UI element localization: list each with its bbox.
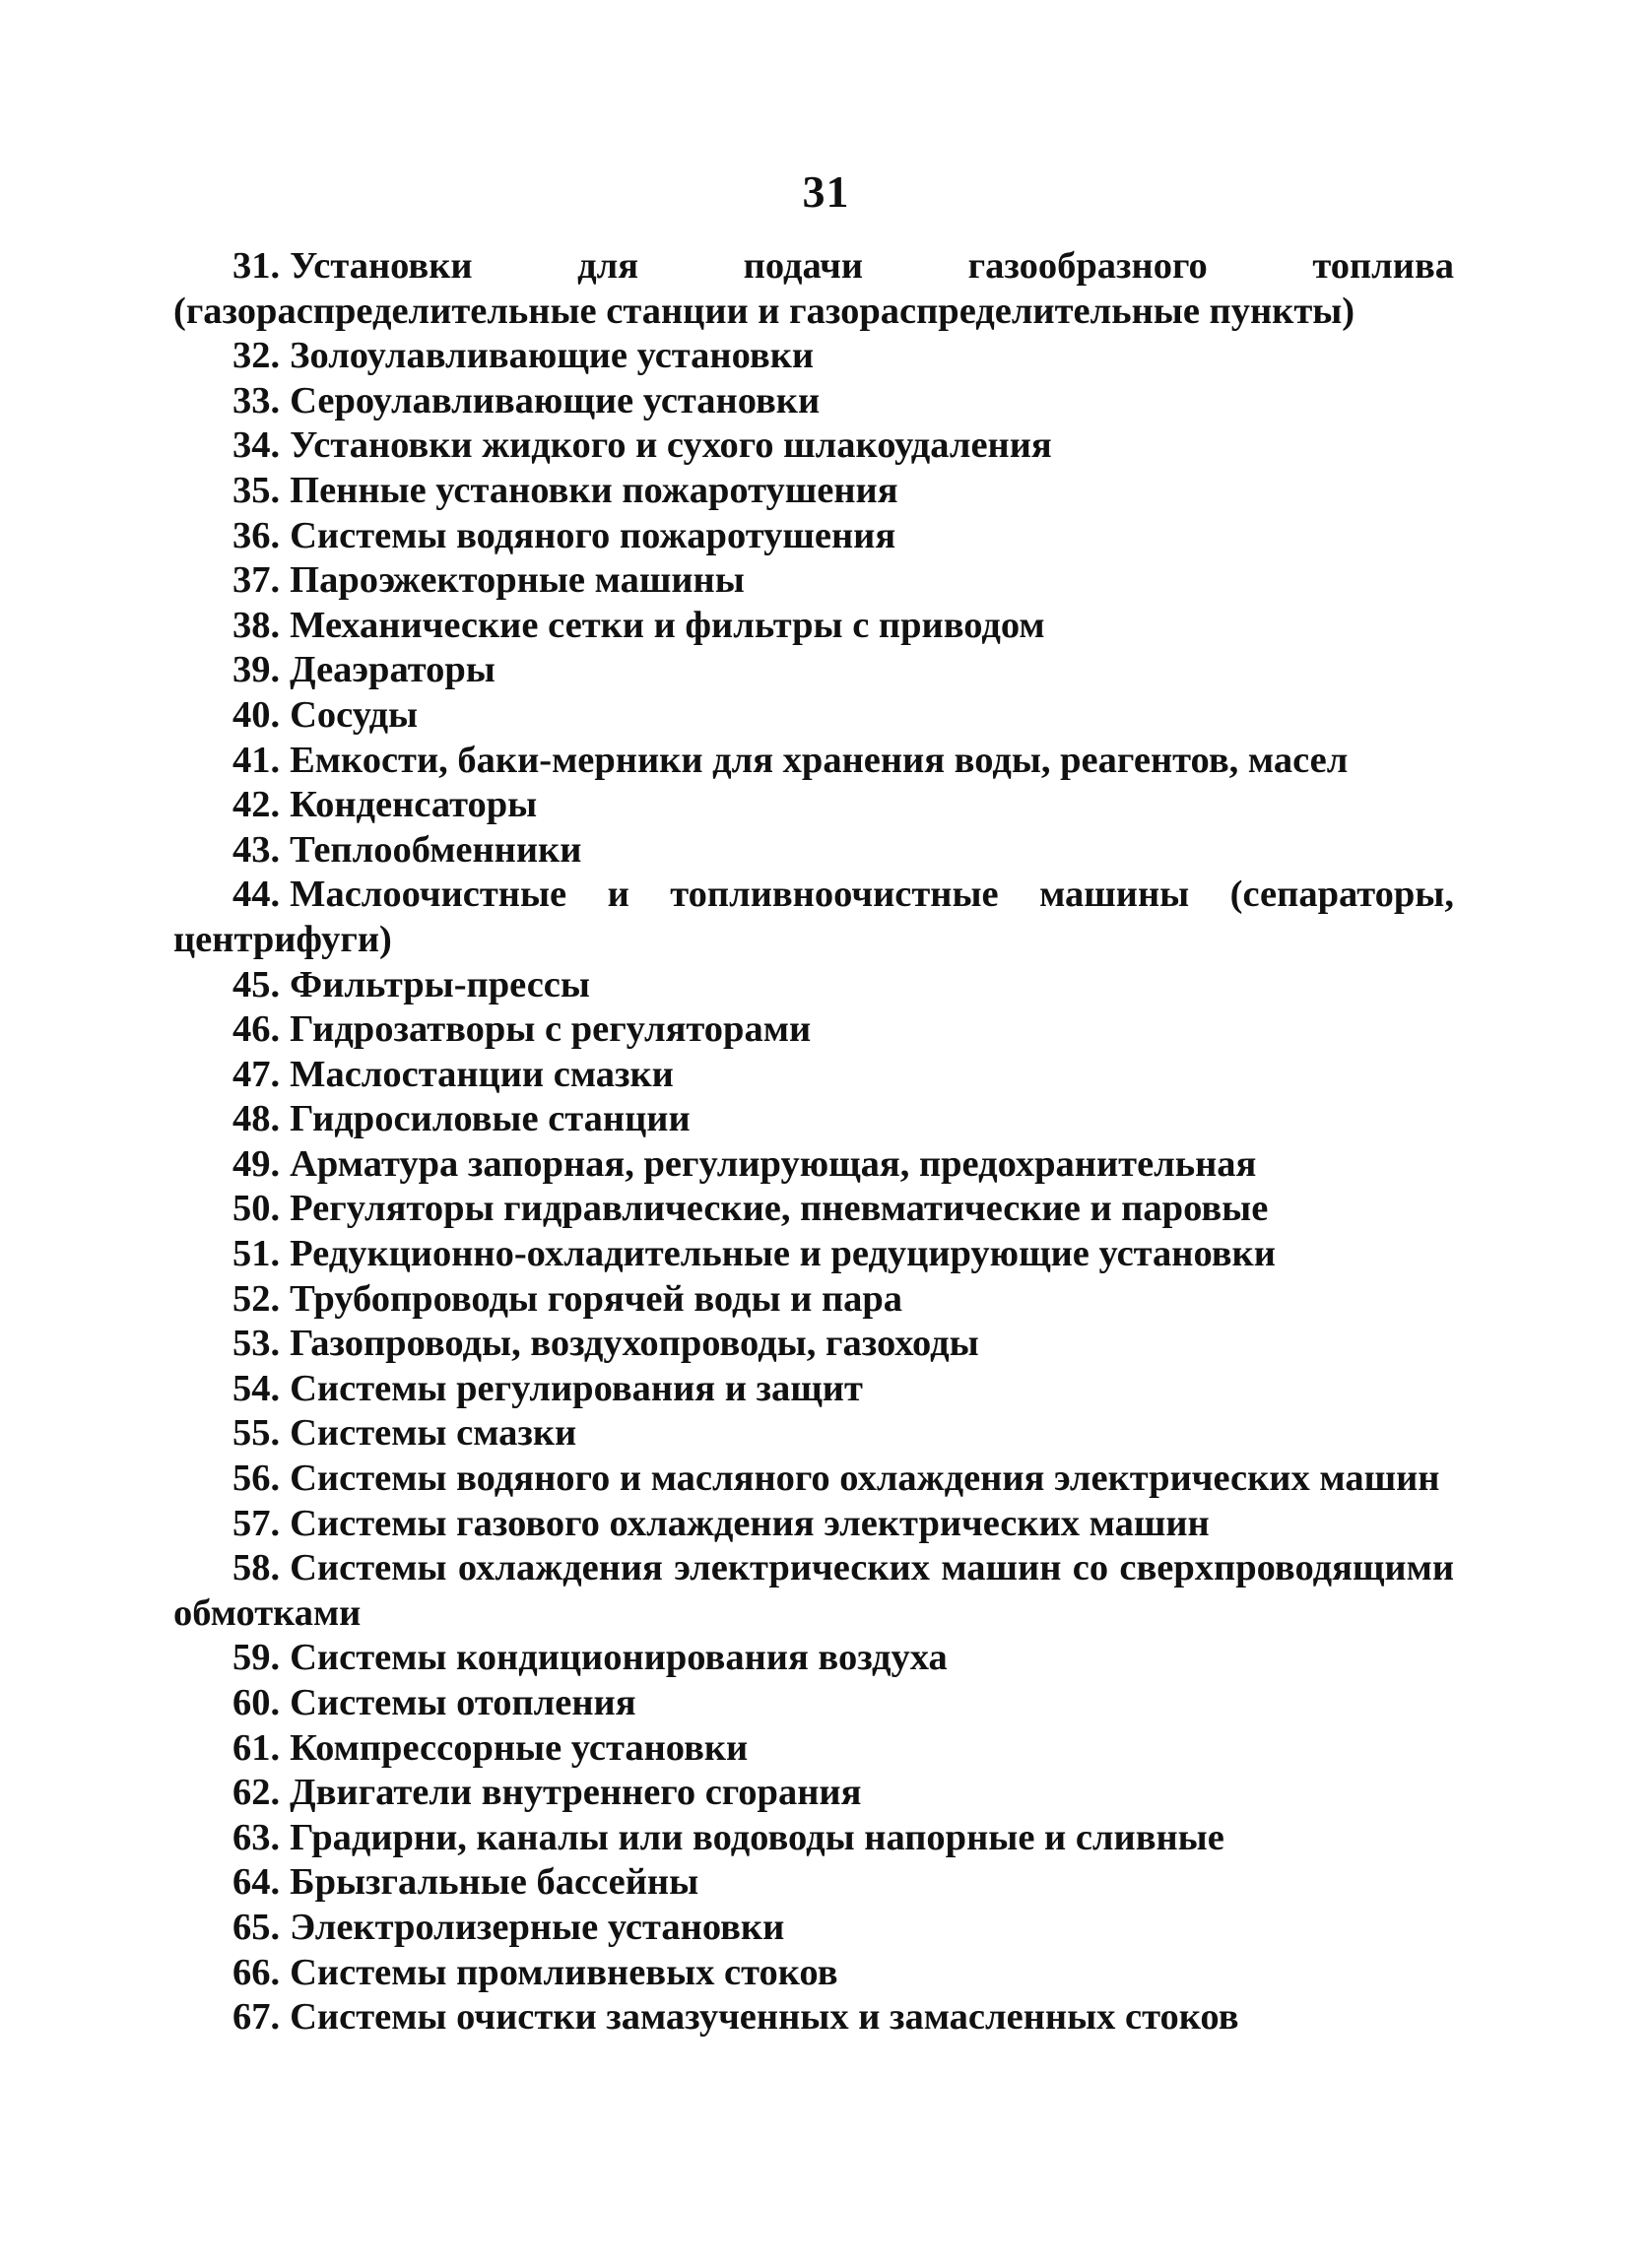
list-item <box>173 1771 1454 1816</box>
list-item <box>173 604 1454 649</box>
item-number: 35. <box>232 469 281 511</box>
item-text: Пароэжекторные машины <box>290 559 745 602</box>
item-number: 55. <box>232 1412 281 1455</box>
item-text: Фильтры-прессы <box>290 963 590 1005</box>
list-item <box>173 244 1454 334</box>
item-number: 64. <box>232 1861 281 1904</box>
list-item <box>173 1816 1454 1861</box>
item-number: 67. <box>232 1996 281 2039</box>
item-text: Системы водяного и масляного охлаждения электрических машин <box>290 1458 1440 1500</box>
item-text: Системы кондиционирования воздуха <box>290 1637 948 1679</box>
item-text: Установки для подачи газообразного топлива (газораспределительные станции и газораспределительные пункты) <box>173 245 1454 332</box>
item-text: Установки жидкого и сухого шлакоудаления <box>290 424 1052 467</box>
item-number: 37. <box>232 559 281 602</box>
list-item <box>173 739 1454 784</box>
list-item <box>173 1995 1454 2041</box>
list-item <box>173 1726 1454 1772</box>
item-number: 44. <box>232 874 281 916</box>
list-item <box>173 1053 1454 1098</box>
item-text: Системы отопления <box>290 1682 636 1723</box>
item-number: 47. <box>232 1053 281 1095</box>
item-text: Гидрозатворы с регуляторами <box>290 1008 812 1051</box>
item-text: Маслостанции смазки <box>290 1053 674 1095</box>
item-text: Регуляторы гидравлические, пневматические и паровые <box>290 1188 1269 1230</box>
item-number: 33. <box>232 379 281 421</box>
item-text: Системы смазки <box>290 1412 577 1455</box>
list-item <box>173 558 1454 604</box>
list-item <box>173 1277 1454 1323</box>
item-text: Конденсаторы <box>290 784 538 826</box>
item-number: 40. <box>232 693 281 736</box>
equipment-list <box>173 244 1454 2041</box>
item-text: Системы водяного пожаротушения <box>290 514 896 556</box>
item-text: Системы регулирования и защит <box>290 1367 863 1409</box>
item-text: Емкости, баки-мерники для хранения воды, реагентов, масел <box>290 739 1349 781</box>
item-number: 51. <box>232 1233 281 1275</box>
item-text: Пенные установки пожаротушения <box>290 469 898 511</box>
page-number: 31 <box>802 166 850 217</box>
item-text: Брызгальные бассейны <box>290 1861 699 1904</box>
item-number: 52. <box>232 1277 281 1320</box>
item-text: Сосуды <box>290 693 419 736</box>
item-number: 42. <box>232 784 281 826</box>
item-text: Градирни, каналы или водоводы напорные и сливные <box>290 1816 1224 1858</box>
item-number: 58. <box>232 1547 281 1589</box>
item-number: 43. <box>232 828 281 871</box>
list-item <box>173 873 1454 962</box>
list-item <box>173 963 1454 1008</box>
item-number: 36. <box>232 514 281 556</box>
item-text: Компрессорные установки <box>290 1726 749 1769</box>
list-item <box>173 1951 1454 1996</box>
list-item <box>173 423 1454 469</box>
item-number: 32. <box>232 335 281 377</box>
list-item <box>173 1457 1454 1502</box>
item-text: Золоулавливающие установки <box>290 335 815 377</box>
list-item <box>173 469 1454 514</box>
item-text: Трубопроводы горячей воды и пара <box>290 1277 903 1320</box>
list-item <box>173 1906 1454 1951</box>
list-item <box>173 1142 1454 1188</box>
item-number: 34. <box>232 424 281 467</box>
item-text: Гидросиловые станции <box>290 1098 691 1140</box>
item-number: 31. <box>232 245 281 287</box>
list-item <box>173 1681 1454 1726</box>
item-number: 41. <box>232 739 281 781</box>
list-item <box>173 1411 1454 1457</box>
list-item <box>173 1546 1454 1636</box>
list-item <box>173 334 1454 379</box>
list-item <box>173 1636 1454 1681</box>
item-text: Электролизерные установки <box>290 1906 785 1948</box>
item-text: Сероулавливающие установки <box>290 379 821 421</box>
item-text: Системы очистки замазученных и замасленных стоков <box>290 1996 1239 2039</box>
item-text: Теплообменники <box>290 828 582 871</box>
list-item <box>173 1187 1454 1232</box>
list-item <box>173 1232 1454 1277</box>
item-text: Системы промливневых стоков <box>290 1951 838 1993</box>
item-text: Системы охлаждения электрических машин со сверхпроводящими обмотками <box>173 1547 1454 1634</box>
item-text: Деаэраторы <box>290 649 496 691</box>
item-text: Маслоочистные и топливноочистные машины (сепараторы, центрифуги) <box>173 874 1454 960</box>
item-number: 62. <box>232 1772 281 1814</box>
item-number: 48. <box>232 1098 281 1140</box>
item-number: 57. <box>232 1502 281 1544</box>
item-text: Системы газового охлаждения электрических машин <box>290 1502 1210 1544</box>
item-number: 59. <box>232 1637 281 1679</box>
item-number: 49. <box>232 1142 281 1185</box>
item-number: 56. <box>232 1458 281 1500</box>
list-item <box>173 1367 1454 1412</box>
item-number: 63. <box>232 1816 281 1858</box>
item-number: 50. <box>232 1188 281 1230</box>
list-item <box>173 828 1454 874</box>
item-number: 38. <box>232 604 281 646</box>
item-number: 46. <box>232 1008 281 1051</box>
list-item <box>173 693 1454 739</box>
list-item <box>173 1007 1454 1053</box>
list-item <box>173 1097 1454 1142</box>
item-text: Двигатели внутреннего сгорания <box>290 1772 862 1814</box>
list-item <box>173 379 1454 424</box>
item-number: 53. <box>232 1323 281 1365</box>
item-text: Механические сетки и фильтры с приводом <box>290 604 1045 646</box>
item-number: 61. <box>232 1726 281 1769</box>
item-number: 39. <box>232 649 281 691</box>
list-item <box>173 1322 1454 1367</box>
item-number: 66. <box>232 1951 281 1993</box>
list-item <box>173 1860 1454 1906</box>
item-text: Редукционно-охладительные и редуцирующие установки <box>290 1233 1276 1275</box>
item-number: 45. <box>232 963 281 1005</box>
item-number: 60. <box>232 1682 281 1723</box>
item-number: 54. <box>232 1367 281 1409</box>
item-text: Газопроводы, воздухопроводы, газоходы <box>290 1323 979 1365</box>
item-text: Арматура запорная, регулирующая, предохранительная <box>290 1142 1257 1185</box>
list-item <box>173 514 1454 559</box>
list-item <box>173 783 1454 828</box>
list-item <box>173 1502 1454 1547</box>
item-number: 65. <box>232 1906 281 1948</box>
list-item <box>173 648 1454 693</box>
